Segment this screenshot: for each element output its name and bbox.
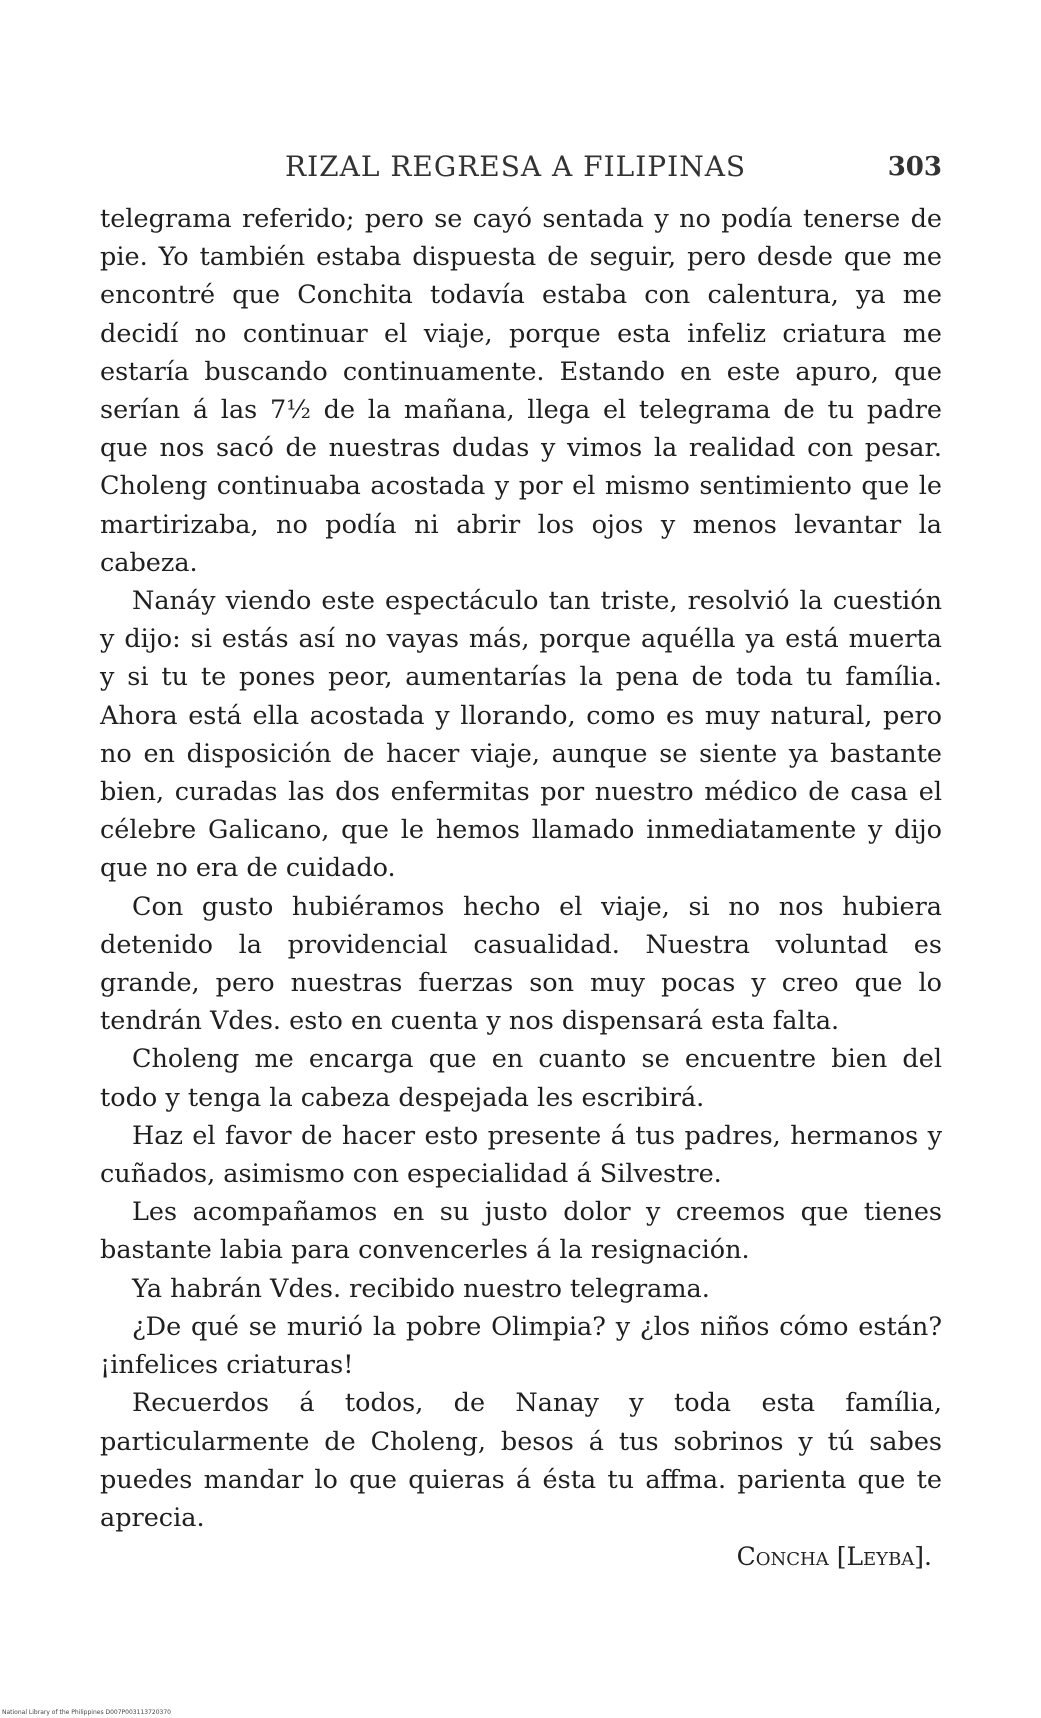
document-page [100,150,942,1577]
running-head: RIZAL REGRESA A FILIPINAS [285,150,747,183]
paragraph: telegrama referido; pero se cayó sentada y no podía tenerse de pie. Yo también estaba dispuesta de seguir, pero desde que me encontré que Conchita todavía estaba con calentura, ya me decidí no continuar el viaje, porque esta infeliz criatura me estaría buscando continuamente. Estando en este apuro, que serían á las 7½ de la mañana, llega el telegrama de tu padre que nos sacó de nuestras dudas y vimos la realidad con pesar. Choleng continuaba acostada y por el mismo sentimiento que le martirizaba, no podía ni abrir los ojos y menos levantar la cabeza. [100,204,942,578]
page-number: 303 [887,152,942,182]
paragraph: Con gusto hubiéramos hecho el viaje, si no nos hubiera detenido la providencial casualidad. Nuestra voluntad es grande, pero nuestras fuerzas son muy pocas y creo que lo tendrán Vdes. esto en cuenta y nos dispensará esta falta. [100,891,942,1037]
footer-credit: National Library of the Philippines D007P003113720370 [2,1709,171,1716]
body-text [100,200,942,1577]
paragraph: ¿De qué se murió la pobre Olimpia? y ¿los niños cómo están? ¡infelices criaturas! [100,1311,942,1381]
page-header [100,150,942,194]
signature: Concha [Leyba]. [736,1542,932,1572]
paragraph: Haz el favor de hacer esto presente á tus padres, hermanos y cuñados, asimismo con especialidad á Silvestre. [100,1120,942,1190]
paragraph: Choleng me encarga que en cuanto se encuentre bien del todo y tenga la cabeza despejada les escribirá. [100,1044,942,1113]
paragraph: Recuerdos á todos, de Nanay y toda esta família, particularmente de Choleng, besos á tus sobrinos y tú sabes puedes mandar lo que quieras á ésta tu affma. parienta que te aprecia. [100,1388,942,1533]
paragraph: Ya habrán Vdes. recibido nuestro telegrama. [132,1273,710,1304]
paragraph: Nanáy viendo este espectáculo tan triste, resolvió la cuestión y dijo: si estás así no vayas más, porque aquélla ya está muerta y si tu te pones peor, aumentarías la pena de toda tu família. Ahora está ella acostada y llorando, como es muy natural, pero no en disposición de hacer viaje, aunque se siente ya bastante bien, curadas las dos enfermitas por nuestro médico de casa el célebre Galicano, que le hemos llamado inmediatamente y dijo que no era de cuidado. [100,586,942,884]
paragraph: Les acompañamos en su justo dolor y creemos que tienes bastante labia para convencerles á la resignación. [100,1197,942,1266]
